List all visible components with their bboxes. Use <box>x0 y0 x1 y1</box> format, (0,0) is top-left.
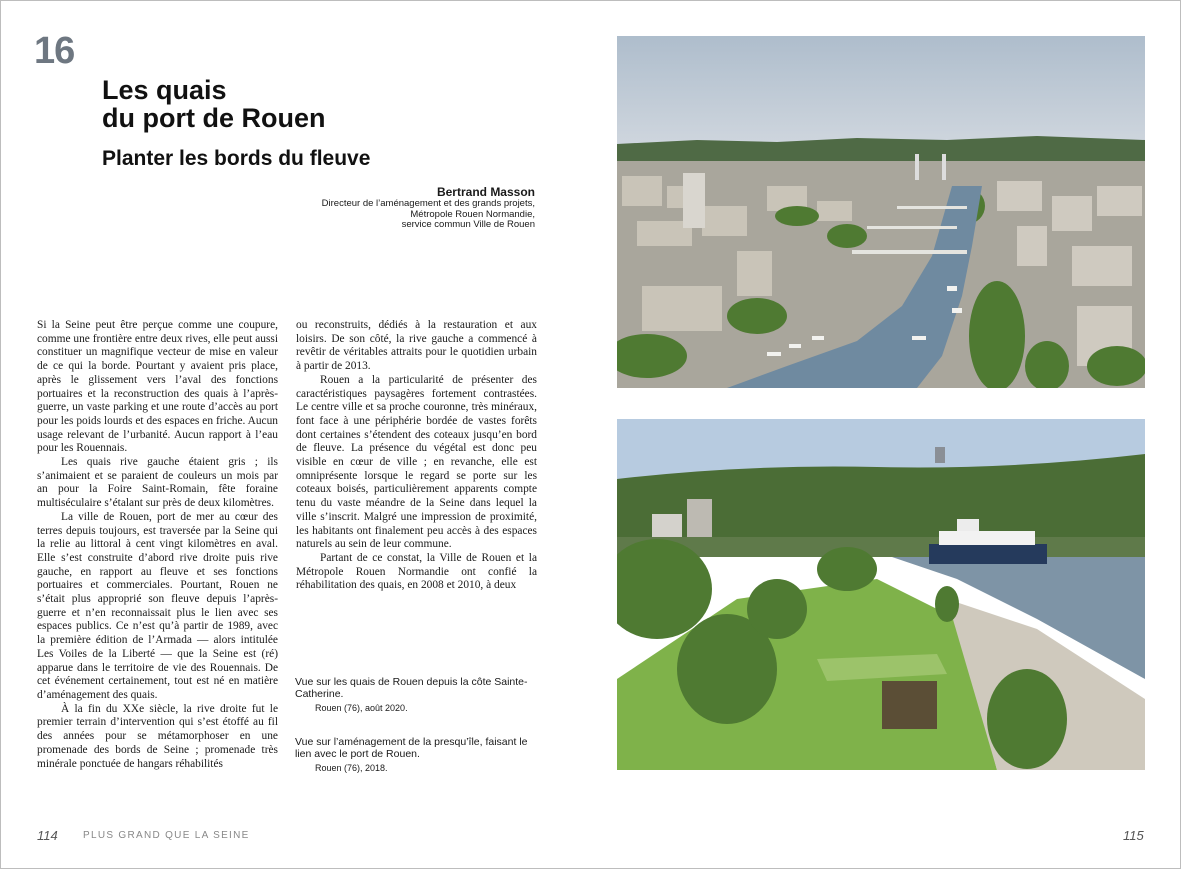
park-river-illustration <box>617 419 1145 770</box>
caption-credit: Rouen (76), 2018. <box>315 763 388 773</box>
chapter-title <box>102 76 325 132</box>
text-column-1 <box>37 319 278 771</box>
chapter-subtitle: Planter les bords du fleuve <box>102 147 371 170</box>
author-role-line-1: Directeur de l’aménagement et des grands projets, <box>321 198 535 209</box>
author-name: Bertrand Masson <box>436 185 535 199</box>
caption-text: Vue sur les quais de Rouen depuis la côte Sainte-Catherine. <box>295 676 528 700</box>
chapter-title-line-2: du port de Rouen <box>102 103 326 133</box>
chapter-title-line-1: Les quais <box>102 75 227 105</box>
page-number-left: 114 <box>37 828 58 843</box>
paragraph: À la fin du XXe siècle, la rive droite fut le premier terrain d’intervention qui s’est étoffé au fil des années pour se métamorphoser en une promenade des bords de Seine ; promenade très minérale ponctuée de hangars réhabilités <box>37 702 278 770</box>
photo-presquile-park <box>617 419 1145 770</box>
chapter-number: 16 <box>34 30 75 72</box>
paragraph: La ville de Rouen, port de mer au cœur des terres depuis toujours, est traversée par la Seine qui la relie au littoral à cent vingt kilomètres en aval. Elle s’est construite d’abord rive droite puis rive gauche, en rapport au fleuve et ses fonctions portuaires et commerciales. Pourtant, Rouen ne s’était plus approprié son fleuve depuis l’après-guerre et n’en reconnaissait plus le lien avec ses espaces publics. Ce n’est qu’à partir de 1989, avec la première édition de l’Armada — alors intitulée Les Voiles de la Liberté — que la Seine est (ré) apparue dans le territoire de vie des Rouennais. De cet événement certainement, tout est né en matière d’aménagement des quais. <box>37 510 278 701</box>
caption-credit: Rouen (76), août 2020. <box>315 703 408 713</box>
paragraph: Rouen a la particularité de présenter des caractéristiques paysagères fortement contrastées. Le centre ville et sa proche couronne, très minéraux, font face à une périphérie bordée de vastes forêts dont certaines s’étendent des coteaux jusqu’en bord de fleuve. La présence du végétal est donc peu visible en cœur de ville ; en revanche, elle est omniprésente lorsque le regard se porte sur les coteaux boisés, particulièrement apparents compte tenu du vaste méandre de la Seine dans lequel la ville s’inscrit. Malgré une impression de proximité, les habitants ont finalement peu accès à des espaces naturels au sein de leur commune. <box>296 373 537 551</box>
photo-caption-1 <box>295 677 535 713</box>
paragraph: Partant de ce constat, la Ville de Rouen et la Métropole Rouen Normandie ont confié la réhabilitation des quais, en 2008 et 2010, à deux <box>296 551 537 592</box>
running-title: PLUS GRAND QUE LA SEINE <box>83 830 250 841</box>
paragraph: Les quais rive gauche étaient gris ; ils s’animaient et se paraient de couleurs un mois par an pour la Foire Saint-Romain, fête foraine multiséculaire s’étalant sur près de deux kilomètres. <box>37 456 278 510</box>
caption-text: Vue sur l’aménagement de la presqu’île, faisant le lien avec le port de Rouen. <box>295 736 528 760</box>
text-column-2 <box>296 319 537 593</box>
author-block <box>322 185 535 231</box>
page-number-right: 115 <box>1123 828 1144 843</box>
photo-rouen-quays-aerial <box>617 36 1145 388</box>
paragraph: ou reconstruits, dédiés à la restauration et aux loisirs. De son côté, la rive gauche a commencé à revêtir de véritables attraits pour le quotidien urbain à partir de 2013. <box>296 319 537 373</box>
aerial-city-river-illustration <box>617 36 1145 388</box>
paragraph: Si la Seine peut être perçue comme une coupure, comme une frontière entre deux rives, elle peut aussi constituer un magnifique vecteur de mise en valeur de ce qui la borde. Pourtant y avaient pris place, après le glissement vers l’aval des fonctions portuaires et la reconstruction des quais à l’après-guerre, un vaste parking et une route d’accès au port pour les poids lourds et des espaces en friche. Aucun usage relevant de l’urbanité. Aucun rapport à l’eau pour les Rouennais. <box>37 319 278 455</box>
author-role-line-3: service commun Ville de Rouen <box>401 219 535 230</box>
photo-caption-2 <box>295 737 535 773</box>
author-role-line-2: Métropole Rouen Normandie, <box>410 208 535 220</box>
